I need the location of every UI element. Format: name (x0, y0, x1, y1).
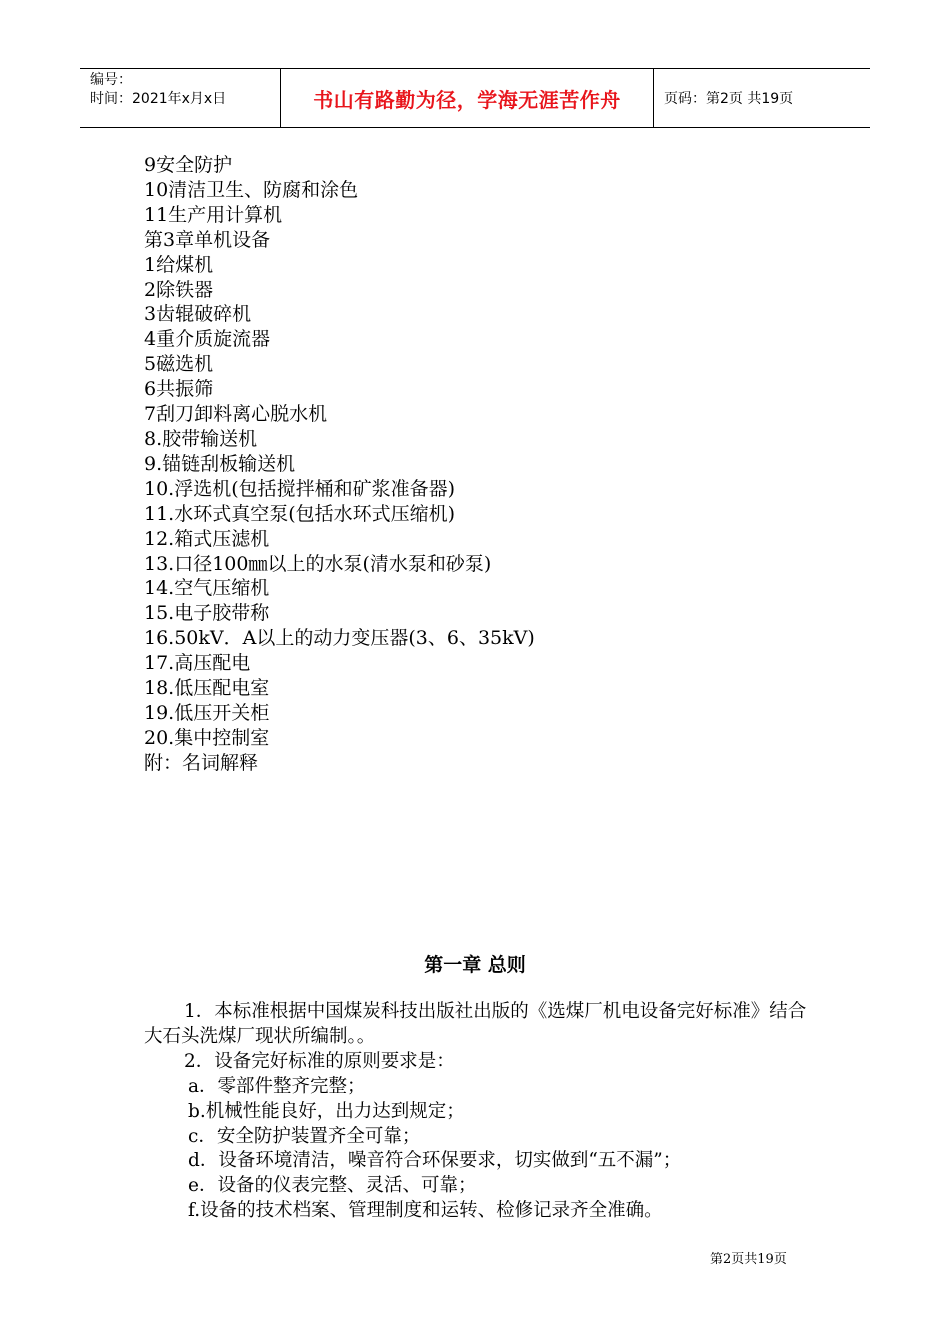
toc-item: 11生产用计算机 (144, 203, 283, 226)
header-meta (80, 69, 281, 127)
toc-item: 16.50kV．A以上的动力变压器(3、6、35kV) (144, 627, 535, 650)
chapter-title: 第一章 总则 (424, 954, 526, 976)
requirement-item: e．设备的仪表完整、灵活、可靠； (188, 1175, 477, 1197)
toc-item: 附：名词解释 (144, 751, 259, 774)
toc-item: 1给煤机 (144, 253, 214, 276)
requirement-item: c．安全防护装置齐全可靠； (188, 1125, 421, 1147)
header-page-info: 页码：第2页 共19页 (664, 91, 794, 107)
paragraph: 1．本标准根据中国煤炭科技出版社出版的《选煤厂机电设备完好标准》结合大石头洗煤厂现状所编制。。 (144, 1001, 807, 1047)
toc-item: 13.口径100㎜以上的水泵(清水泵和砂泵) (144, 552, 492, 575)
toc-item: 8.胶带输送机 (144, 427, 258, 450)
page-header (80, 68, 870, 128)
toc-item: 17.高压配电 (144, 652, 251, 675)
toc-item: 5磁选机 (144, 353, 214, 376)
toc-item: 20.集中控制室 (144, 726, 270, 749)
header-number-label: 编号： (90, 72, 132, 88)
header-time-label: 时间：2021年x月x日 (90, 91, 227, 107)
toc-item: 3齿辊破碎机 (144, 303, 252, 326)
toc-item: 第3章单机设备 (144, 228, 271, 251)
toc-item: 9.锚链刮板输送机 (144, 452, 296, 475)
toc-item: 18.低压配电室 (144, 677, 270, 700)
requirement-item: a．零部件整齐完整； (188, 1075, 366, 1097)
toc-item: 19.低压开关柜 (144, 701, 270, 724)
toc-item: 6共振筛 (144, 378, 214, 401)
paragraph: 2．设备完好标准的原则要求是： (184, 1050, 455, 1072)
toc-item: 7刮刀卸料离心脱水机 (144, 403, 328, 426)
toc-item: 10.浮选机(包括搅拌桶和矿浆准备器) (144, 477, 456, 500)
toc-item: 11.水环式真空泵(包括水环式压缩机) (144, 502, 456, 525)
toc-item: 4重介质旋流器 (144, 328, 271, 351)
requirement-item: d．设备环境清洁，噪音符合环保要求，切实做到“五不漏”； (188, 1150, 682, 1172)
requirement-item: b.机械性能良好，出力达到规定； (188, 1100, 465, 1122)
toc-item: 12.箱式压滤机 (144, 527, 270, 550)
toc-item: 15.电子胶带称 (144, 602, 270, 625)
requirement-item: f.设备的技术档案、管理制度和运转、检修记录齐全准确。 (188, 1200, 663, 1222)
toc-item: 9安全防护 (144, 154, 233, 176)
table-of-contents (144, 153, 535, 776)
header-motto: 书山有路勤为径，学海无涯苦作舟 (281, 69, 654, 127)
toc-item: 14.空气压缩机 (144, 577, 270, 600)
page-footer: 第2页共19页 (710, 1252, 787, 1267)
toc-item: 10清洁卫生、防腐和涂色 (144, 178, 359, 201)
toc-item: 2除铁器 (144, 278, 214, 301)
chapter-body (144, 1000, 814, 1224)
